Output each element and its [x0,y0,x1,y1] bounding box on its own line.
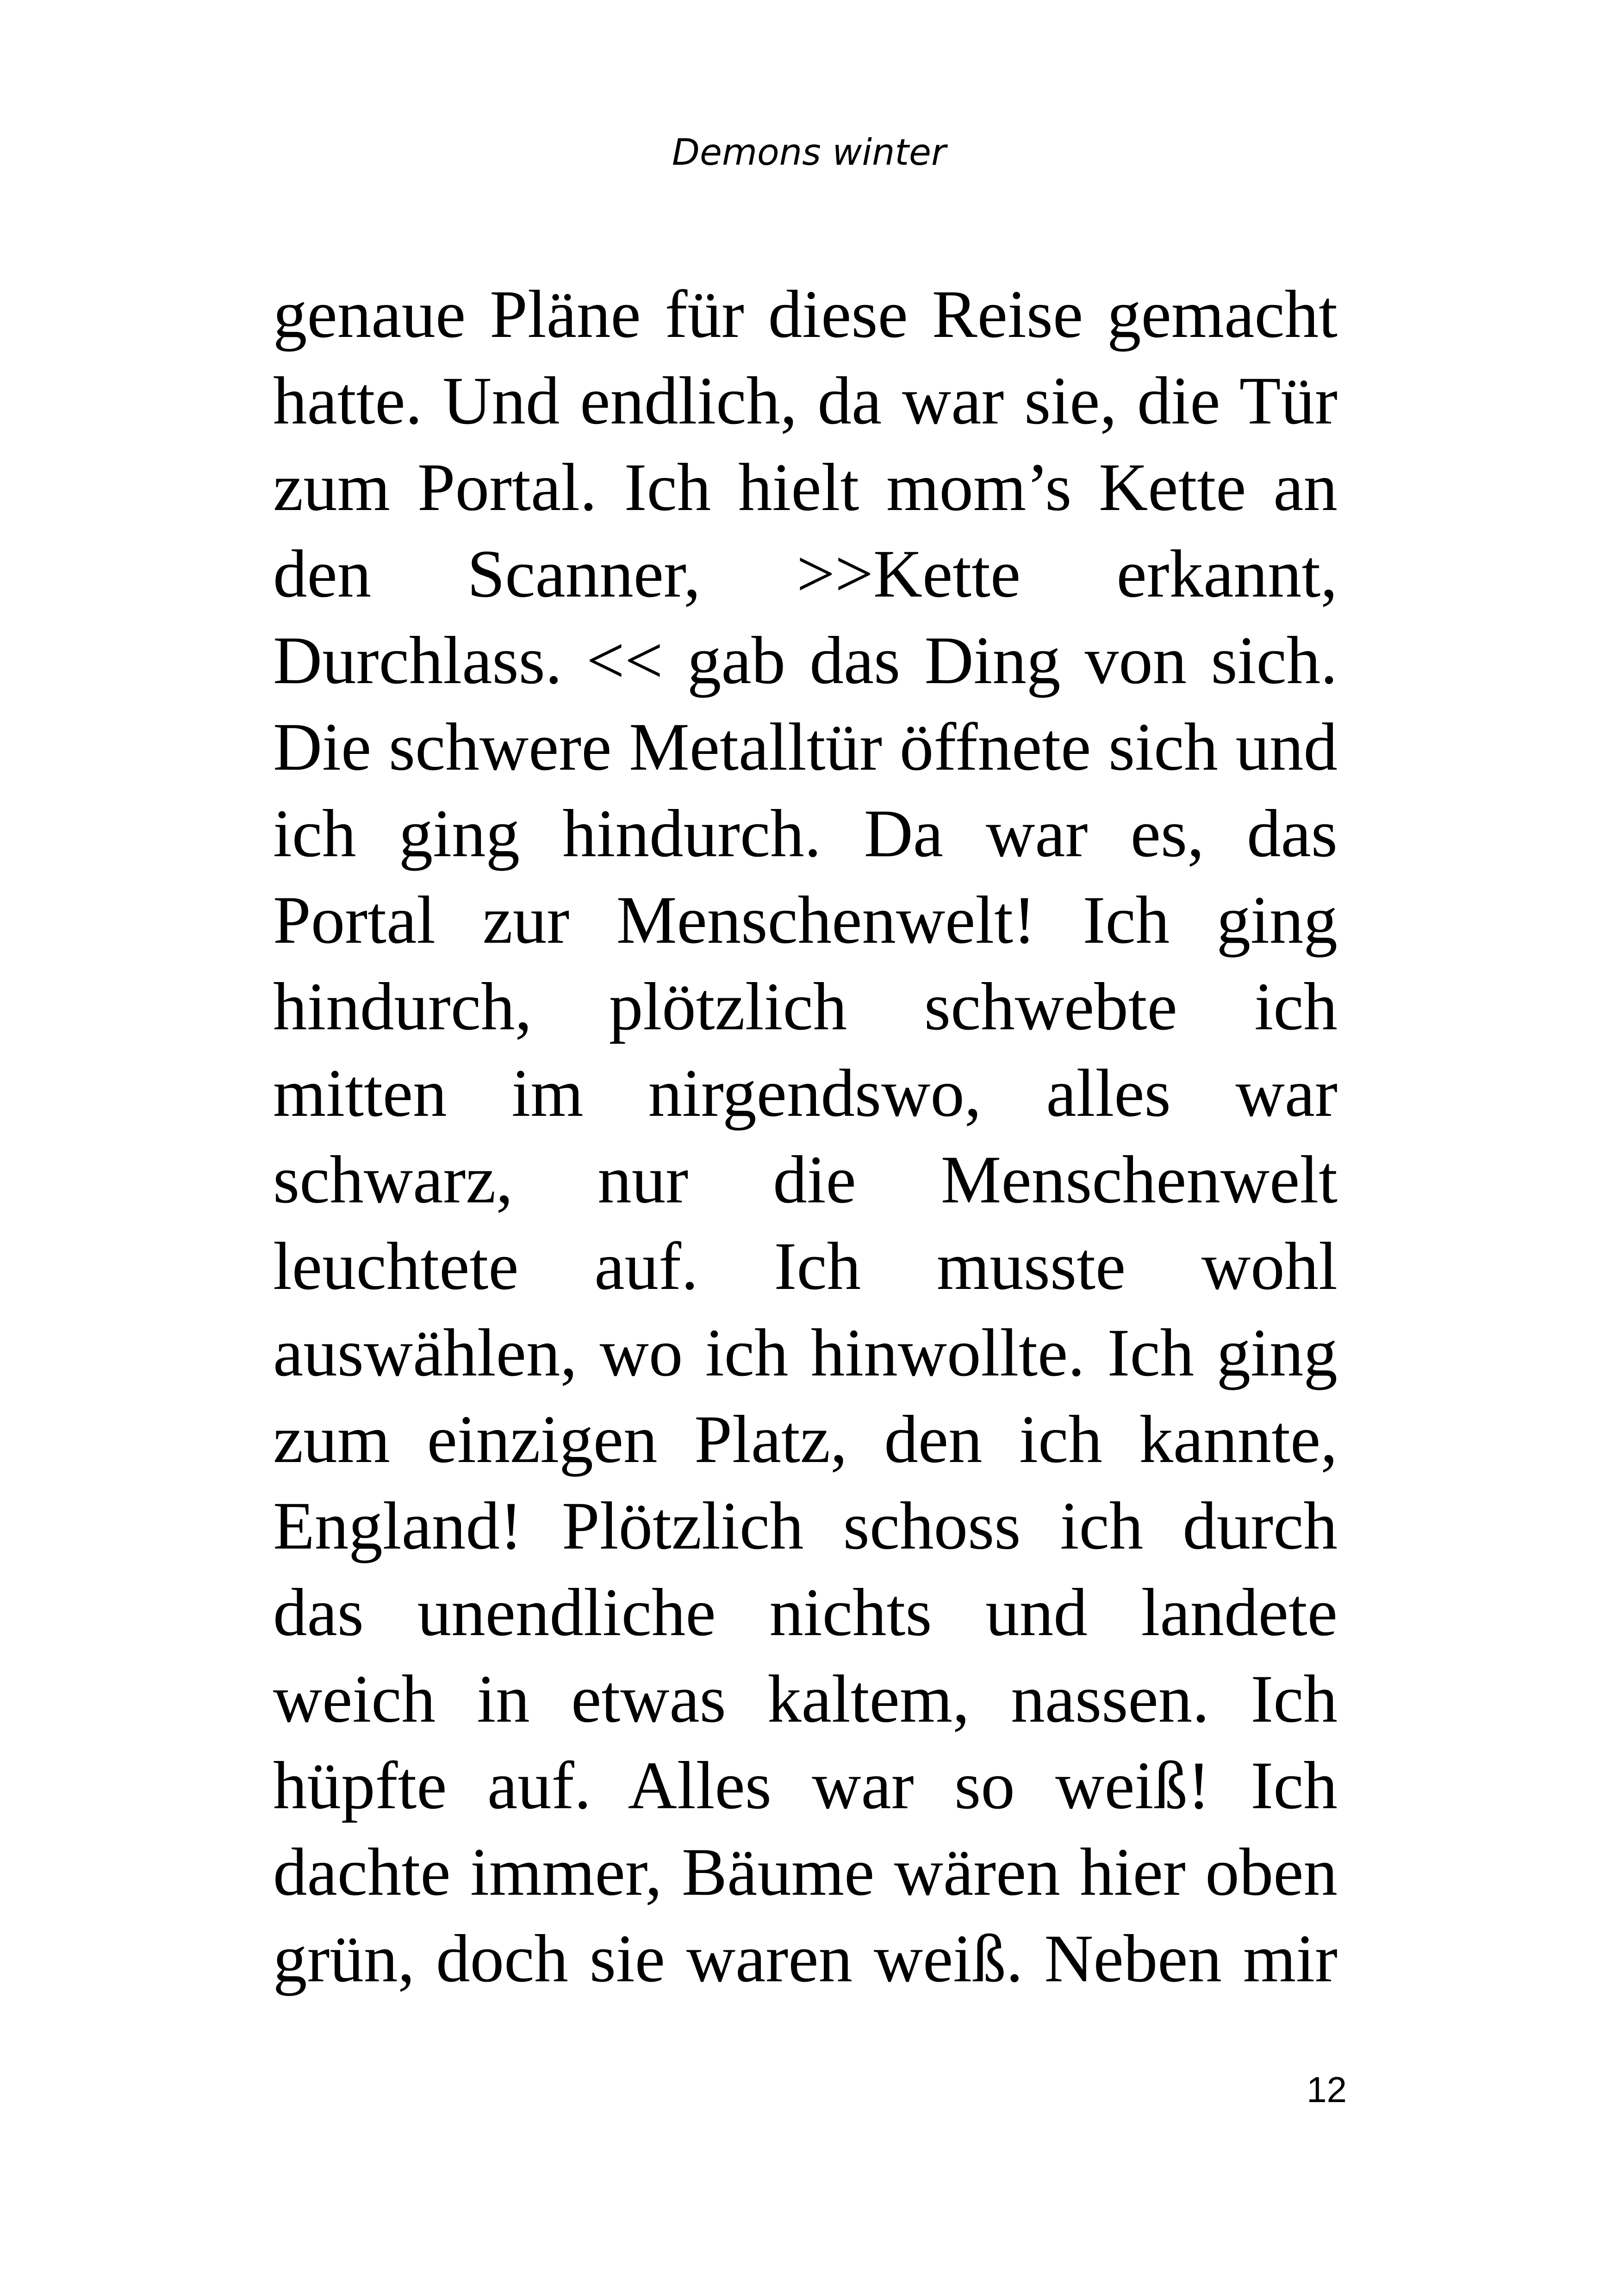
text-line: dachte immer, Bäume wären hier oben [273,1834,1338,1910]
text-line: Portal zur Menschenwelt! Ich ging [273,882,1338,958]
text-line: auswählen, wo ich hinwollte. Ich ging [273,1315,1338,1390]
text-line: hindurch, plötzlich schwebte ich [273,969,1338,1044]
text-line: hüpfte auf. Alles war so weiß! Ich [273,1748,1338,1823]
text-line: ich ging hindurch. Da war es, das [273,796,1338,871]
text-line: schwarz, nur die Menschenwelt [273,1142,1338,1217]
body-paragraph [273,271,1338,2002]
text-line: das unendliche nichts und landete [273,1574,1338,1650]
text-line: Durchlass. << gab das Ding von sich. [273,622,1338,698]
text-line: grün, doch sie waren weiß. Neben mir [273,1921,1338,1996]
text-line: zum Portal. Ich hielt mom’s Kette an [273,449,1338,525]
text-line: weich in etwas kaltem, nassen. Ich [273,1661,1338,1736]
text-line: zum einzigen Platz, den ich kannte, [273,1401,1338,1477]
running-header: Demons winter [672,132,946,174]
text-line: Die schwere Metalltür öffnete sich und [273,709,1338,784]
text-line: mitten im nirgendswo, alles war [273,1055,1338,1131]
text-line: hatte. Und endlich, da war sie, die Tür [273,363,1338,438]
text-line: England! Plötzlich schoss ich durch [273,1488,1338,1563]
text-line: genaue Pläne für diese Reise gemacht [273,276,1338,352]
text-line: den Scanner, >>Kette erkannt, [273,536,1338,611]
text-line: leuchtete auf. Ich musste wohl [273,1228,1338,1304]
page-number: 12 [1307,2069,1347,2110]
